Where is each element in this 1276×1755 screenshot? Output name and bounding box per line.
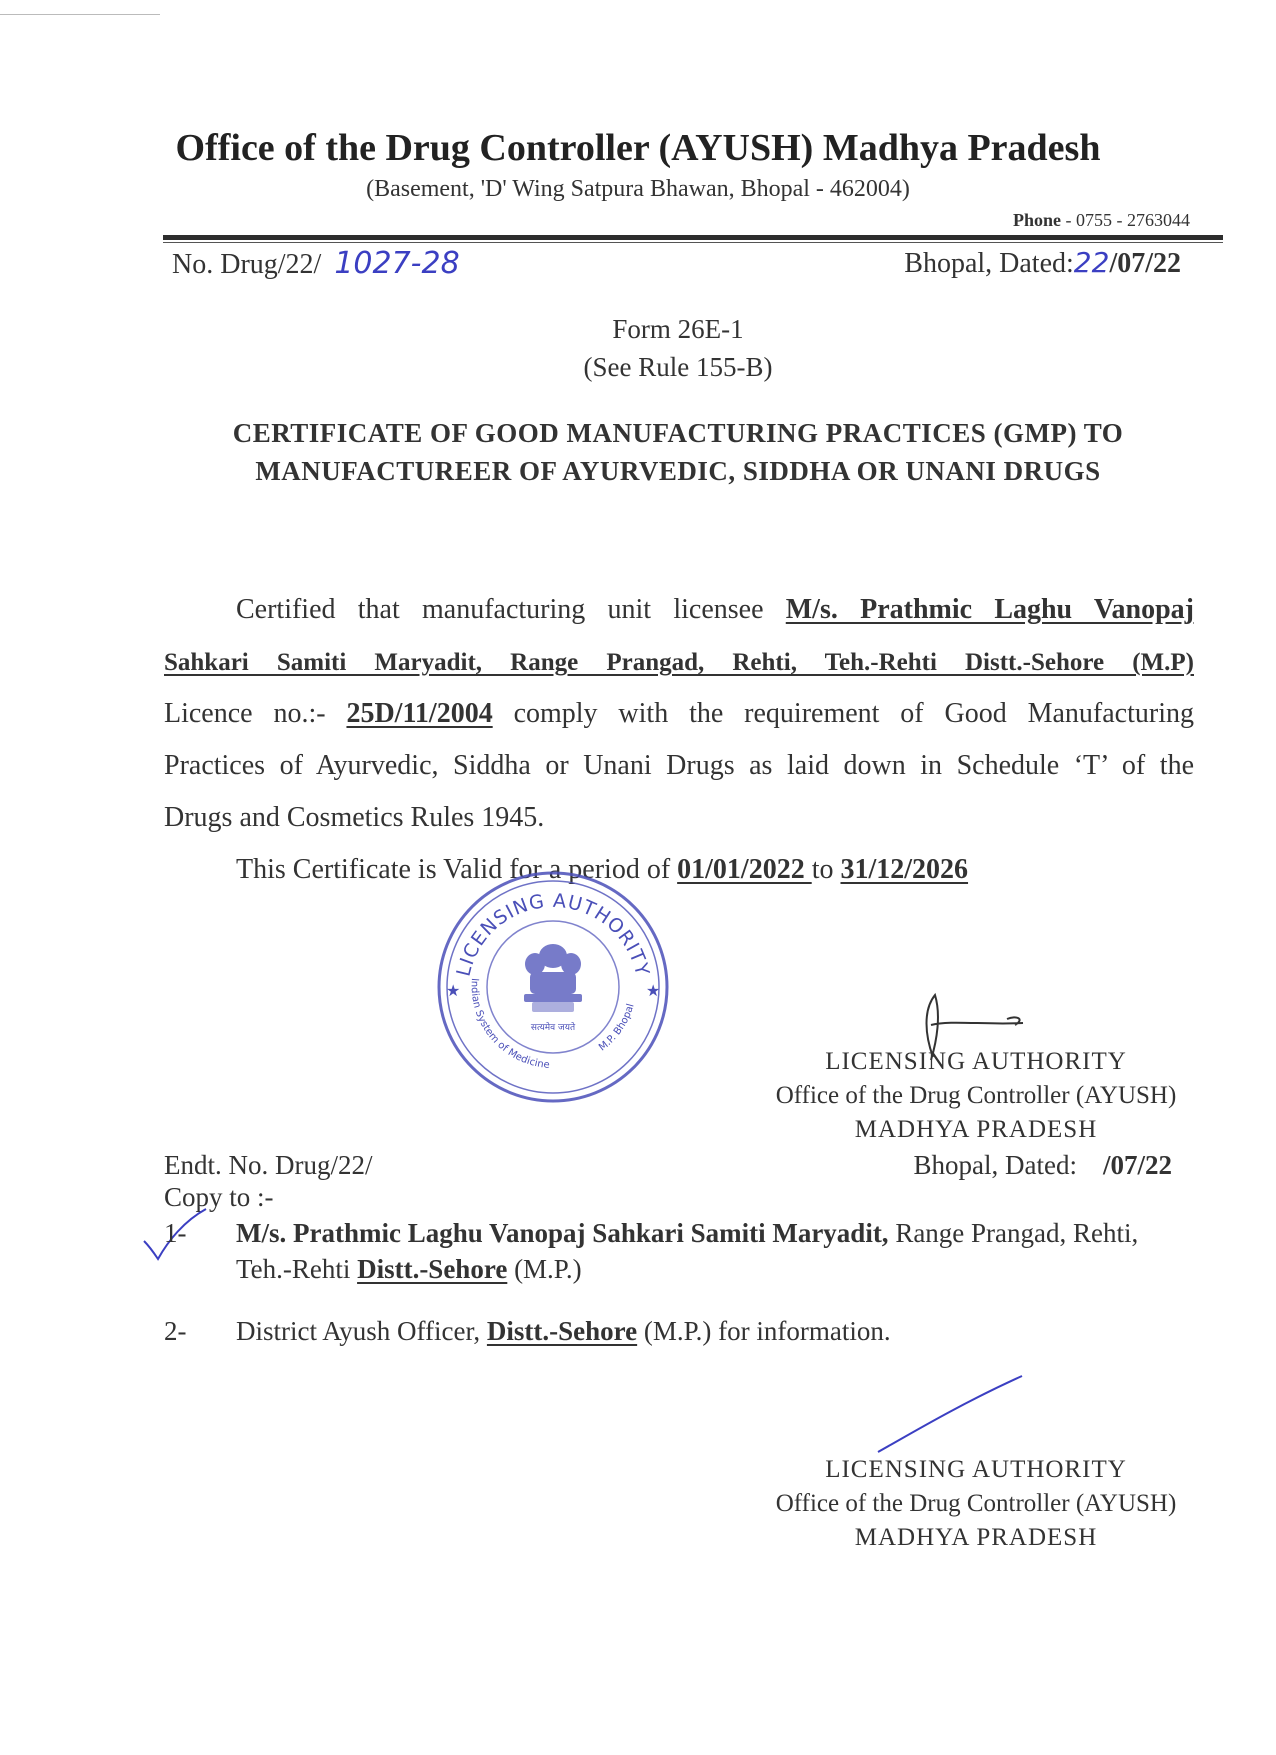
licence-number: 25D/11/2004 [346, 698, 493, 729]
copy-item-2 [236, 1316, 891, 1347]
body-line-2 [164, 636, 1194, 688]
reference-date-label: Bhopal, Dated: [904, 248, 1074, 279]
certificate-title-line1: CERTIFICATE OF GOOD MANUFACTURING PRACTICES (GMP) TO [232, 418, 1124, 448]
phone-line [1013, 210, 1190, 231]
body-line-3 [164, 688, 1194, 740]
endorsement-number: Endt. No. Drug/22/ [164, 1150, 373, 1180]
scan-edge-line [0, 14, 160, 15]
seal-motto: सत्यमेव जयते [530, 1023, 576, 1033]
licence-label: Licence no.:- [164, 698, 347, 729]
reference-no-label: No. Drug/22/ [172, 249, 322, 280]
form-number: Form 26E-1 [612, 314, 744, 344]
office-title: Office of the Drug Controller (AYUSH) Madhya Pradesh [175, 127, 1101, 169]
body-rules-text: Drugs and Cosmetics Rules 1945. [164, 802, 545, 833]
body-line-5 [164, 792, 1194, 844]
certificate-body [164, 584, 1194, 896]
signatory-office-1: Office of the Drug Controller (AYUSH) [775, 1082, 1177, 1109]
endorsement-date-label: Bhopal, Dated: [913, 1150, 1077, 1180]
phone-label: Phone [1012, 210, 1061, 230]
signatory-state-1: MADHYA PRADESH [854, 1116, 1098, 1143]
signatory-title-2: LICENSING AUTHORITY [825, 1456, 1127, 1483]
licensee-name: M/s. Prathmic Laghu Vanopaj [785, 594, 1194, 625]
reference-date-handwritten: 22 [1073, 246, 1110, 279]
signature-2 [870, 1368, 1030, 1458]
validity-to: 31/12/2026 [840, 854, 969, 885]
validity-mid: to [811, 854, 841, 885]
validity-prefix: This Certificate is Valid for a period of [236, 854, 678, 885]
office-address: (Basement, 'D' Wing Satpura Bhawan, Bhopal - 462004) [366, 176, 910, 202]
body-practices-text: Practices of Ayurvedic, Siddha or Unani Drugs as laid down in Schedule ‘T’ of the [164, 750, 1194, 781]
copy-item-2-rest: (M.P.) for information. [637, 1316, 891, 1346]
phone-value: - 0755 - 2763044 [1061, 210, 1190, 230]
copy-item-1-number: 1- [164, 1218, 187, 1248]
body-line-1 [164, 584, 1194, 636]
endorsement-date [914, 1150, 1172, 1181]
copy-item-1-name: M/s. Prathmic Laghu Vanopaj Sahkari Samiti Maryadit, [236, 1218, 889, 1248]
header-rule-thin [163, 242, 1223, 243]
signatory-office-2: Office of the Drug Controller (AYUSH) [775, 1490, 1177, 1517]
copy-item-1-district: Distt.-Sehore [357, 1254, 508, 1284]
licence-rest: comply with the requirement of Good Manufacturing [492, 698, 1194, 729]
seal-left-text: Indian System of Medicine [468, 977, 551, 1071]
emblem-icon [524, 944, 582, 1012]
reference-date [904, 246, 1181, 280]
copy-item-2-number: 2- [164, 1316, 187, 1346]
copy-item-1-teh: Teh.-Rehti [236, 1254, 358, 1284]
reference-number [172, 246, 460, 281]
licensee-address: Sahkari Samiti Maryadit, Range Prangad, Rehti, Teh.-Rehti Distt.-Sehore (M.P) [164, 649, 1194, 676]
signatory-title-1: LICENSING AUTHORITY [825, 1048, 1127, 1075]
copy-item-1 [236, 1218, 1138, 1249]
form-rule: (See Rule 155-B) [583, 352, 773, 382]
copy-to-label: Copy to :- [164, 1182, 274, 1212]
reference-date-suffix: /07/22 [1109, 248, 1181, 279]
header-rule [163, 235, 1223, 240]
svg-text:★: ★ [446, 983, 461, 1000]
copy-item-1-state: (M.P.) [507, 1254, 582, 1284]
copy-item-2-district: Distt.-Sehore [486, 1316, 638, 1346]
certificate-title-line2: MANUFACTUREER OF AYURVEDIC, SIDDHA OR UNANI DRUGS [255, 456, 1101, 486]
body-line-4 [164, 740, 1194, 792]
copy-item-1-line2 [236, 1254, 582, 1285]
licensing-authority-seal [434, 868, 672, 1106]
reference-no-handwritten: 1027-28 [334, 246, 460, 281]
seal-top-text: LICENSING AUTHORITY [452, 889, 654, 979]
body-certified-text: Certified that manufacturing unit licensee [236, 594, 786, 625]
seal-right-text: M.P. Bhopal [596, 1002, 637, 1054]
svg-text:★: ★ [646, 983, 661, 1000]
copy-item-2-officer: District Ayush Officer, [236, 1316, 487, 1346]
copy-item-1-rest: Range Prangad, Rehti, [888, 1218, 1139, 1248]
signatory-state-2: MADHYA PRADESH [854, 1524, 1098, 1551]
endorsement-date-value: /07/22 [1102, 1150, 1172, 1180]
seal-graphic [434, 868, 672, 1106]
body-line-validity [164, 844, 1194, 896]
validity-from: 01/01/2022 [677, 854, 812, 885]
